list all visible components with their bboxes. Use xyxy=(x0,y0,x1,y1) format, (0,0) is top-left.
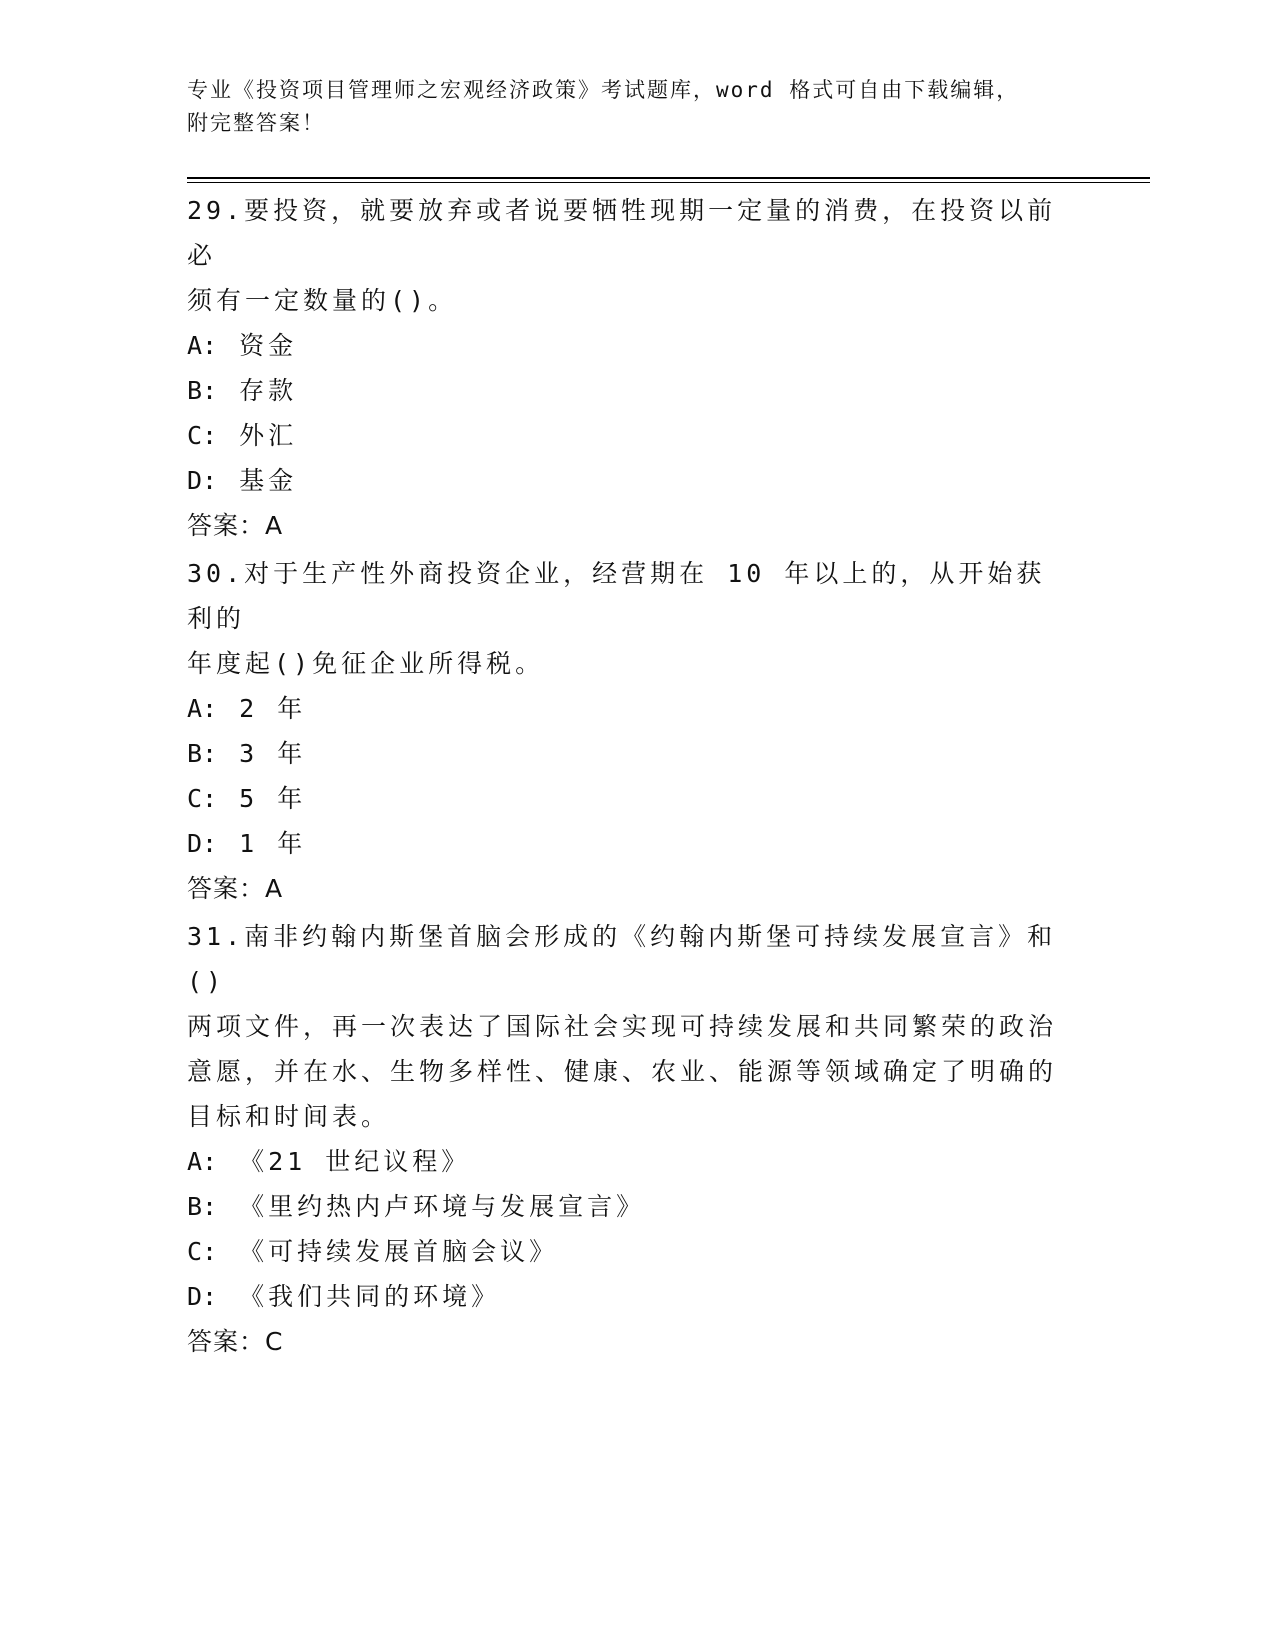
option-text: 《我们共同的环境》 xyxy=(239,1282,501,1311)
option-text: 《里约热内卢环境与发展宣言》 xyxy=(239,1192,646,1221)
option-letter: D: xyxy=(187,466,218,495)
option-text: 基金 xyxy=(239,466,298,495)
question-stem-line: 须有一定数量的()。 xyxy=(187,286,458,315)
question-29 xyxy=(187,188,1067,548)
answer-line: 答案：A xyxy=(187,874,284,903)
option-text: 存款 xyxy=(239,376,298,405)
header-line-1: 专业《投资项目管理师之宏观经济政策》考试题库，word 格式可自由下载编辑， xyxy=(187,78,1020,102)
question-stem-line: 意愿，并在水、生物多样性、健康、农业、能源等领域确定了明确的 xyxy=(187,1057,1058,1086)
answer-line: 答案：C xyxy=(187,1327,284,1356)
option-letter: A: xyxy=(187,331,218,360)
option-letter: B: xyxy=(187,376,218,405)
question-stem-line: 年度起()免征企业所得税。 xyxy=(187,649,545,678)
option-text: 2 年 xyxy=(239,694,307,723)
option-c xyxy=(187,413,1067,458)
option-letter: C: xyxy=(187,784,218,813)
question-stem-line: 31.南非约翰内斯堡首脑会形成的《约翰内斯堡可持续发展宣言》和() xyxy=(187,922,1057,996)
question-stem-line: 29.要投资，就要放弃或者说要牺牲现期一定量的消费，在投资以前必 xyxy=(187,196,1057,270)
option-d xyxy=(187,821,1067,866)
option-letter: D: xyxy=(187,829,218,858)
option-d xyxy=(187,1274,1067,1319)
question-30 xyxy=(187,551,1067,911)
answer-line: 答案：A xyxy=(187,511,284,540)
option-c xyxy=(187,776,1067,821)
option-text: 资金 xyxy=(239,331,298,360)
header-divider-thin xyxy=(187,182,1150,183)
option-letter: C: xyxy=(187,1237,218,1266)
header-line-2: 附完整答案！ xyxy=(187,111,325,135)
question-stem-line: 30.对于生产性外商投资企业，经营期在 10 年以上的，从开始获利的 xyxy=(187,559,1046,633)
option-letter: A: xyxy=(187,1147,218,1176)
option-a xyxy=(187,1139,1067,1184)
option-c xyxy=(187,1229,1067,1274)
option-letter: B: xyxy=(187,1192,218,1221)
option-text: 3 年 xyxy=(239,739,307,768)
option-text: 《可持续发展首脑会议》 xyxy=(239,1237,559,1266)
option-a xyxy=(187,686,1067,731)
option-letter: B: xyxy=(187,739,218,768)
question-stem-line: 目标和时间表。 xyxy=(187,1102,391,1131)
option-letter: C: xyxy=(187,421,218,450)
option-text: 《21 世纪议程》 xyxy=(239,1147,471,1176)
header-divider-thick xyxy=(187,177,1150,179)
option-b xyxy=(187,368,1067,413)
option-text: 5 年 xyxy=(239,784,307,813)
question-31 xyxy=(187,914,1067,1364)
option-text: 1 年 xyxy=(239,829,307,858)
option-d xyxy=(187,458,1067,503)
option-letter: A: xyxy=(187,694,218,723)
option-b xyxy=(187,1184,1067,1229)
option-letter: D: xyxy=(187,1282,218,1311)
option-text: 外汇 xyxy=(239,421,298,450)
option-a xyxy=(187,323,1067,368)
document-header xyxy=(187,74,1067,140)
question-stem-line: 两项文件，再一次表达了国际社会实现可持续发展和共同繁荣的政治 xyxy=(187,1012,1058,1041)
option-b xyxy=(187,731,1067,776)
